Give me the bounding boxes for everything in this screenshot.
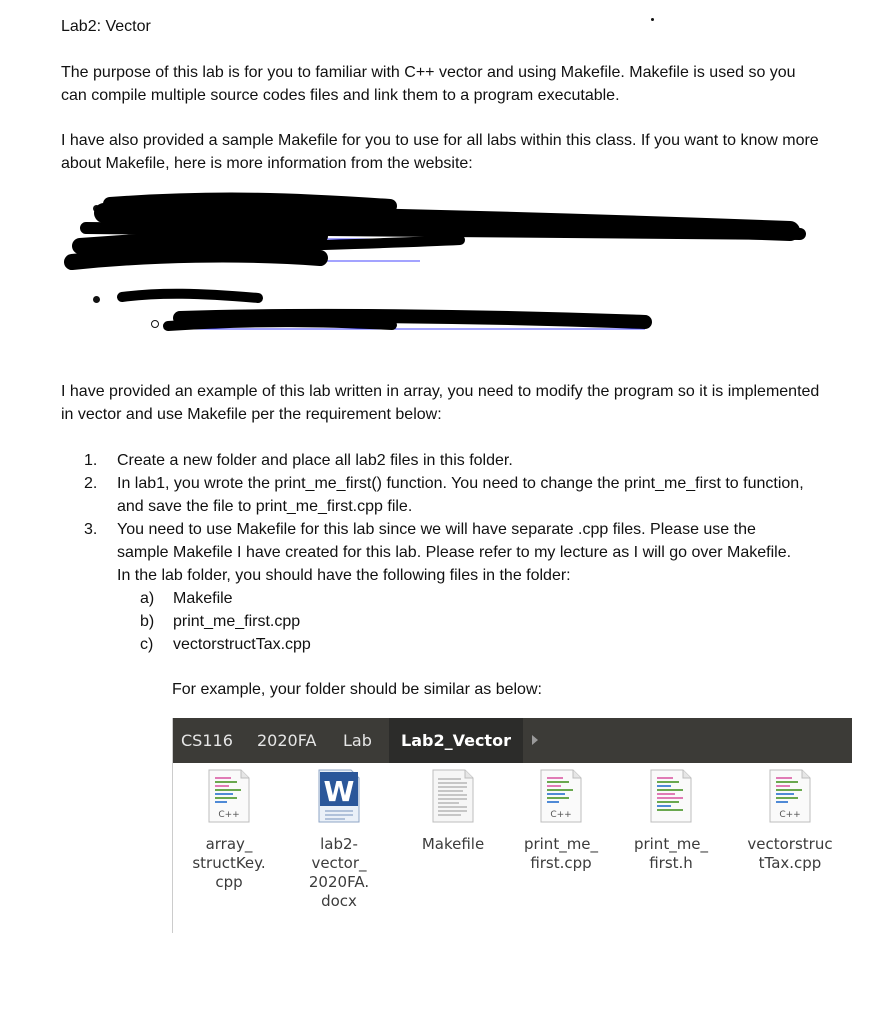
list-item-text: print_me_first.cpp [173, 613, 301, 630]
list-number: 3. [84, 521, 98, 538]
file-badge: C++ [550, 810, 572, 820]
file-name: print_me_ first.cpp [523, 835, 599, 872]
list-item [84, 518, 804, 656]
list-item-text: vectorstructTax.cpp [173, 636, 311, 653]
file-manager-window [172, 718, 852, 933]
file-badge: W [323, 775, 355, 808]
text-file-icon [431, 769, 475, 823]
list-item [84, 472, 804, 518]
file-name: vectorstruc tTax.cpp [747, 835, 833, 872]
required-files-list [117, 587, 804, 656]
breadcrumb-2020fa[interactable]: 2020FA [257, 731, 317, 750]
file-grid [173, 763, 852, 933]
list-letter: b) [140, 613, 155, 630]
list-item-text: You need to use Makefile for this lab since we will have separate .cpp files. Please use the sample Makefile I have created for this lab. Please refer to my lecture as I will go over Makefile. In the lab folder, you should have the following files in the folder: [117, 521, 792, 584]
file-badge: C++ [218, 810, 240, 820]
header-file-icon [649, 769, 693, 823]
list-item-text: Makefile [173, 590, 233, 607]
word-document-icon [317, 769, 361, 823]
list-item [140, 633, 804, 656]
cpp-file-icon [207, 769, 251, 823]
list-letter: c) [140, 636, 154, 653]
list-item [140, 587, 804, 610]
path-bar [173, 718, 852, 763]
cpp-file-icon [768, 769, 812, 823]
cpp-file-icon [539, 769, 583, 823]
file-badge: C++ [779, 810, 801, 820]
redaction-scribble [0, 0, 888, 360]
example-caption: For example, your folder should be similar as below: [172, 681, 542, 698]
intro-paragraph-makefile: I have also provided a sample Makefile for you to use for all labs within this class. If you want to know more about Makefile, here is more information from the website: [61, 132, 819, 172]
list-item [140, 610, 804, 633]
list-number: 2. [84, 475, 98, 492]
intro-paragraph-purpose: The purpose of this lab is for you to familiar with C++ vector and using Makefile. Makefile is used so you can compile multiple source codes files and link them to a program executable. [61, 64, 796, 104]
steps-list [84, 449, 804, 656]
file-name: lab2- vector_ 2020FA. docx [308, 835, 370, 910]
list-item-text: In lab1, you wrote the print_me_first() function. You need to change the print_me_first to function, and save the file to print_me_first.cpp file. [117, 475, 804, 515]
list-item-text: Create a new folder and place all lab2 files in this folder. [117, 452, 513, 469]
breadcrumb-cs116[interactable]: CS116 [181, 731, 233, 750]
file-name: array_ structKey. cpp [192, 835, 266, 891]
list-number: 1. [84, 452, 98, 469]
list-item [84, 449, 804, 472]
breadcrumb-forward-arrow-icon[interactable] [532, 735, 538, 745]
breadcrumb-lab[interactable]: Lab [343, 731, 372, 750]
instruction-paragraph: I have provided an example of this lab written in array, you need to modify the program so it is implemented in vector and use Makefile per the requirement below: [61, 383, 820, 423]
page-title: Lab2: Vector [61, 18, 151, 35]
breadcrumb-lab2-vector[interactable]: Lab2_Vector [389, 718, 523, 763]
file-name: print_me_ first.h [633, 835, 709, 872]
list-letter: a) [140, 590, 155, 607]
file-name: Makefile [421, 835, 485, 853]
